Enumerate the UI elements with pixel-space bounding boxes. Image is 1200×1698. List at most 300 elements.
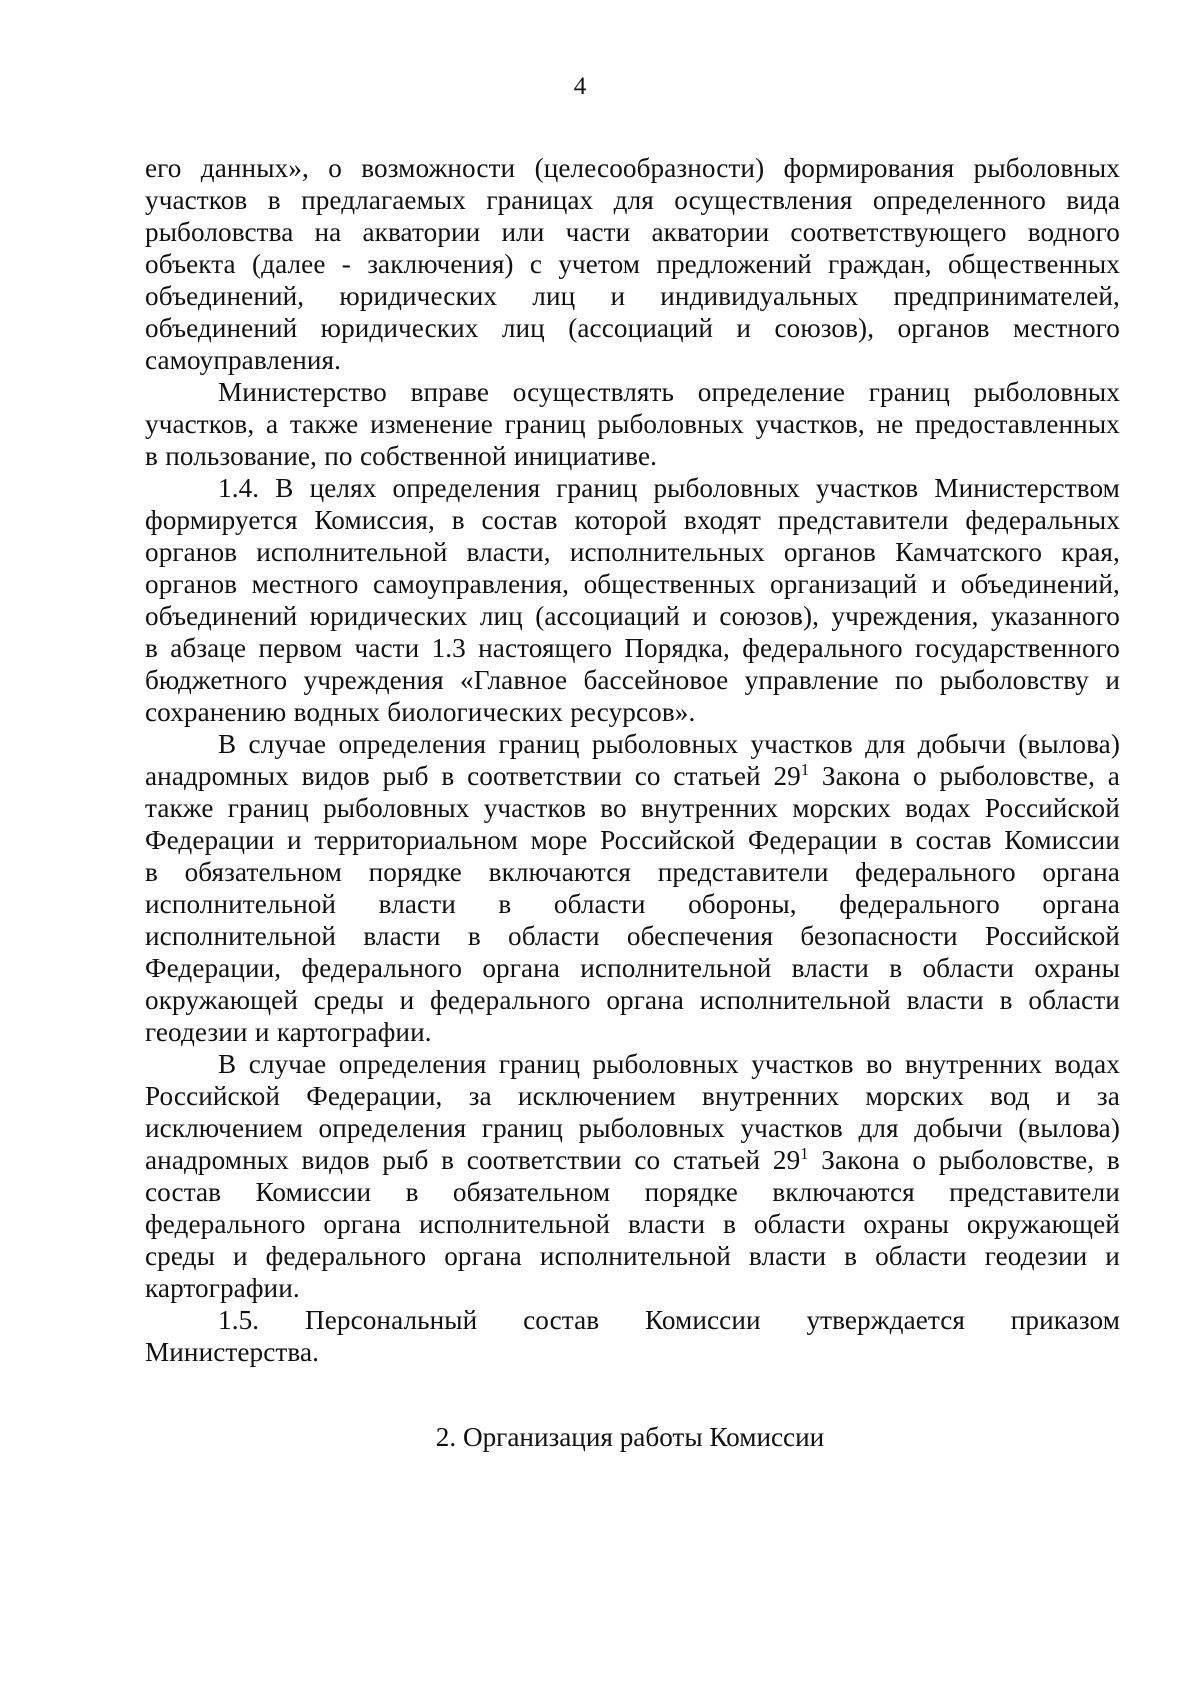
text-line [145,280,1120,312]
word: исполнительной [145,921,337,951]
text-line [145,1112,1120,1144]
word: органа [444,1241,522,1271]
word: организаций [770,569,918,599]
text-line [145,1336,1120,1368]
word: Российской [600,825,736,855]
text-line [145,1144,1120,1176]
word: границ [504,409,586,439]
word: окружающей [966,1209,1120,1239]
word: границ [556,473,638,503]
word: а [265,409,279,439]
word: и [287,825,302,855]
word: власти, [466,537,551,567]
word: края, [1061,537,1120,567]
word: участков [145,185,248,215]
word: вправе [410,377,489,407]
word: в [467,921,481,951]
word: области [1028,985,1120,1015]
word: акватории [651,217,770,247]
word: В [275,473,294,503]
word: федерального [145,1209,306,1239]
word: утверждается [806,1305,965,1335]
word: включаются [488,857,632,887]
word: органа [482,953,560,983]
word: исполнительной [580,953,772,983]
word: морских [792,793,891,823]
word: за [468,1081,492,1111]
word: со [634,761,661,791]
word: сохранению [145,697,287,727]
word: лиц [532,281,576,311]
word: рыболовстве, [939,761,1095,791]
text-line [145,216,1120,248]
text-line [145,856,1120,888]
word: в [889,953,903,983]
word: в [267,185,281,215]
word: охраны [1034,953,1120,983]
word: определение [697,377,846,407]
word: в [441,761,455,791]
word: исполнительной [418,1209,611,1239]
word: первом [258,633,343,663]
text-line [145,1016,1120,1048]
word: органов [897,313,990,343]
word: федеральных [965,505,1120,535]
word: случае [248,729,327,759]
word: для [865,729,906,759]
word: рыболовных [597,409,744,439]
word: море [530,825,588,855]
word: определения [338,1049,487,1079]
word: о [913,761,927,791]
text-line [145,536,1120,568]
word: а [1107,761,1120,791]
word: формируется [145,505,298,535]
word: (целесообразности) [534,153,765,183]
word: обязательном [184,857,342,887]
word: обязательном [452,1177,611,1207]
word: о [328,153,342,183]
word: местного [251,569,359,599]
word: (далее [252,249,326,279]
word: $29^1$ [772,1143,809,1175]
word: акватории [362,217,481,247]
word: также [145,793,214,823]
word: участков [483,793,587,823]
word: рыболовных [973,377,1120,407]
text-line [145,376,1120,408]
word: в [889,825,903,855]
word: участков, [145,409,255,439]
text-line [145,664,1120,696]
word: порядке [644,1177,738,1207]
word: границ [498,1049,580,1079]
word: Комиссия, [314,505,435,535]
word: внутренних [641,793,779,823]
word: во [866,1049,893,1079]
word: определения [338,729,487,759]
word: и [692,601,707,631]
word: случае [248,1049,327,1079]
word: власти [791,953,869,983]
word: участков, [755,409,865,439]
word: соответствии [466,1145,622,1175]
text-line [145,152,1120,184]
word: области [922,953,1015,983]
word: Комиссии [645,1305,761,1335]
text-line [145,440,1120,472]
word: бассейновое [583,665,729,695]
word: предложений [656,249,812,279]
word: участков [751,1049,854,1079]
word: видов [301,1145,370,1175]
word: Камчатского [895,537,1043,567]
word: власти [363,921,441,951]
text-line [145,920,1120,952]
word: в [145,857,158,887]
word: возможности [361,153,516,183]
word: рыболовных [592,1049,739,1079]
word: юридических [309,601,468,631]
word: окружающей [145,985,298,1015]
word: в [498,889,512,919]
word: В [218,729,237,759]
text-line [145,760,1120,792]
word: (вылова) [1018,729,1120,759]
word: юридических [320,313,479,343]
text-line [145,248,1120,280]
word: Закона [821,1145,900,1175]
word: Закона [821,761,901,791]
word: и [1055,1081,1071,1111]
word: осуществления [674,185,853,215]
word: управление [744,665,879,695]
word: области [753,1209,846,1239]
word: водных [293,697,380,727]
word: объединений [145,313,298,343]
word: водного [1027,217,1120,247]
word: среды [145,1241,215,1271]
word: рыболовных [323,793,470,823]
word: которой [574,505,668,535]
word: в [999,985,1013,1015]
word: участков [740,1113,843,1143]
text-line [145,600,1120,632]
text-line [145,312,1120,344]
word: пользование, [165,441,317,471]
word: 1.4. [218,473,260,503]
word: государственного [915,633,1120,663]
word: для [613,185,654,215]
text-line [145,888,1120,920]
word: Министерством [934,473,1120,503]
word: анадромных [145,1145,289,1175]
word: и [399,985,415,1015]
word: В [218,1049,237,1079]
word: власти [627,1209,706,1239]
word: лиц [479,601,523,631]
text-line [145,1048,1120,1080]
word: области [875,1241,967,1271]
word: органов [145,537,238,567]
word: определения [392,473,541,503]
word: учреждения [303,665,444,695]
word: абзаце [170,633,247,663]
text-line [145,696,1120,728]
word: вида [1066,185,1120,215]
word: объединений, [960,569,1120,599]
word: Российской [145,1081,280,1111]
word: соответствии [467,761,622,791]
word: осуществлять [512,377,674,407]
word: рыболовства [145,217,294,247]
word: индивидуальных [660,281,859,311]
word: федерального [855,857,1016,887]
text-line [145,568,1120,600]
word: настоящего [478,633,613,663]
word: состав [523,1305,600,1335]
word: представители [657,857,829,887]
word: территориальном [314,825,518,855]
section-heading: 2. Организация работы Комиссии [435,1422,825,1452]
word: и [232,1241,248,1271]
word: предоставленных [915,409,1120,439]
text-line [145,344,1120,376]
word: 1.5. [218,1305,260,1335]
word: власти [906,985,984,1015]
body-text [145,152,1120,1368]
text-line [145,1080,1120,1112]
text-line [145,1176,1120,1208]
word: геодезии [145,1017,248,1047]
word: водах [905,793,971,823]
word: о [912,1145,927,1175]
word: исполнительной [145,889,337,919]
word: общественных [947,249,1120,279]
word: и [1105,665,1120,695]
word: его [145,153,182,183]
word: внутренних [702,1081,840,1111]
word: учетом [558,249,641,279]
word: обороны, [688,889,797,919]
word: в [441,1145,455,1175]
word: участков [815,473,919,503]
word: юридических [339,281,498,311]
word: рыболовных [578,1113,725,1143]
word: и [931,569,947,599]
word: местного [1013,313,1120,343]
word: определения [318,1113,467,1143]
word: предпринимателей, [893,281,1120,311]
text-line [145,1240,1120,1272]
word: входят [683,505,761,535]
word: не [876,409,904,439]
word: рыболовству [939,665,1090,695]
word: состав [481,505,558,535]
word: федерального [301,953,463,983]
word: федерального [742,633,903,663]
word: по [895,665,924,695]
word: со [634,1145,661,1175]
word: (вылова) [1018,1113,1120,1143]
word: изменение [370,409,493,439]
word: собственной [359,441,507,471]
word: части [354,633,420,663]
word: в [405,1177,419,1207]
text-line [145,632,1120,664]
word: Федерации, [306,1081,443,1111]
word: приказом [1010,1305,1120,1335]
word: состав [145,1177,222,1207]
word: за [1096,1081,1120,1111]
word: союзов), [719,601,820,631]
word: границах [486,185,594,215]
word: в [844,1241,858,1271]
word: исполнительных [569,537,765,567]
text-line [145,984,1120,1016]
word: федерального [839,889,1000,919]
word: геодезии [984,1241,1088,1271]
word: границ [481,1113,563,1143]
word: границ [868,377,950,407]
word: границ [227,793,309,823]
word: в [145,441,158,471]
word: статьей [673,761,761,791]
word: органов [145,569,238,599]
word: рыболовстве, [938,1145,1095,1175]
word: органа [1042,889,1120,919]
word: «Главное [460,665,568,695]
word: $29^1$ [773,759,810,791]
word: или [501,217,545,247]
word: общественных [583,569,756,599]
word: представители [777,505,949,535]
word: федерального [430,985,591,1015]
word: Персональный [304,1305,478,1335]
word: границ [498,729,580,759]
word: 1.3 [431,633,466,663]
word: органов [783,537,876,567]
text-line [145,504,1120,536]
word: органа [1042,857,1120,887]
word: Министерство [218,377,387,407]
word: формирования [783,153,955,183]
word: исполнительной [539,1241,731,1271]
word: картографии. [276,1017,432,1047]
word: власти [378,889,456,919]
word: соответствующего [790,217,1007,247]
word: вод [990,1081,1030,1111]
word: Федерации [145,825,275,855]
word: среды [313,985,384,1015]
word: Федерации, [145,953,282,983]
word: органа [606,985,684,1015]
word: учреждения, [831,601,979,631]
word: федерального [265,1241,427,1271]
word: видов [301,761,370,791]
word: участков [750,729,853,759]
word: порядке [368,857,462,887]
word: данных», [200,153,309,183]
word: области [508,921,600,951]
page-number: 4 [573,73,587,100]
word: в [1106,1145,1120,1175]
word: самоуправления. [145,345,342,375]
word: органа [323,1209,402,1239]
word: во [600,793,627,823]
word: состав [915,825,992,855]
word: союзов), [774,313,875,343]
word: рыб [382,761,429,791]
word: и [736,313,752,343]
text-line [145,1208,1120,1240]
word: (ассоциаций [568,313,713,343]
word: включаются [772,1177,915,1207]
text-line [145,792,1120,824]
word: исполнительной [256,537,448,567]
word: по [324,441,353,471]
word: в [723,1209,736,1239]
text-line [145,1272,1120,1304]
text-line [145,824,1120,856]
word: добычи [917,729,1006,759]
word: объекта [145,249,236,279]
word: рыб [382,1145,429,1175]
word: граждан, [828,249,932,279]
word: также [289,409,359,439]
word: рыболовных [653,473,800,503]
word: ресурсов». [570,697,696,727]
word: картографии. [145,1273,300,1303]
word: и [254,1017,270,1047]
word: для [858,1113,899,1143]
word: предлагаемых [301,185,466,215]
word: указанного [990,601,1120,631]
text-line [145,1304,1120,1336]
word: самоуправления, [373,569,570,599]
word: анадромных [145,761,289,791]
word: водах [1054,1049,1120,1079]
word: объединений, [145,281,305,311]
word: Порядка, [624,633,730,663]
word: заключения) [367,249,514,279]
text-line [145,728,1120,760]
word: Российской [984,793,1120,823]
word: Комиссии [255,1177,372,1207]
word: бюджетного [145,665,288,695]
text-line [145,952,1120,984]
text-line [145,472,1120,504]
word: области [553,889,646,919]
word: и [1105,1241,1120,1271]
word: биологических [387,697,563,727]
word: исключением [145,1113,303,1143]
word: части [565,217,631,247]
word: на [314,217,342,247]
word: - [341,249,351,279]
word: морских [865,1081,964,1111]
word: Министерства. [145,1337,320,1367]
word: Комиссии [1004,825,1120,855]
word: в [145,633,158,663]
word: безопасности [800,921,958,951]
word: и [610,281,626,311]
word: лиц [501,313,545,343]
word: представители [949,1177,1120,1207]
word: рыболовных [973,153,1120,183]
word: инициативе. [513,441,658,471]
word: целях [309,473,377,503]
